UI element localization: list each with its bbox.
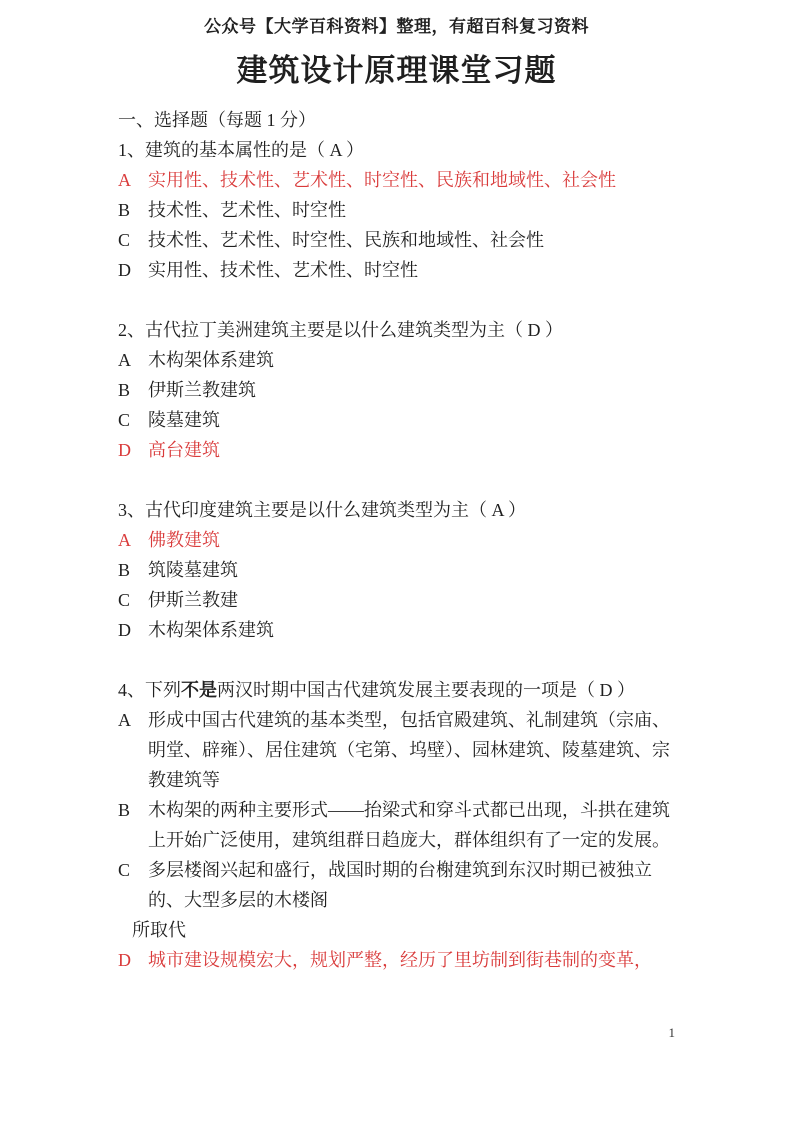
option-row	[118, 705, 675, 795]
option-row	[118, 435, 675, 465]
option-row	[118, 165, 675, 195]
option-row	[118, 345, 675, 375]
option-letter: C	[118, 860, 131, 880]
option-letter: D	[118, 260, 131, 280]
section-heading: 一、选择题（每题 1 分）	[118, 110, 316, 130]
question-2	[118, 315, 675, 465]
option-text: 形成中国古代建筑的基本类型，包括官殿建筑、礼制建筑（宗庙、明堂、辟雍）、居住建筑（宅第、坞壁）、园林建筑、陵墓建筑、宗教建筑等	[148, 710, 670, 790]
question-text: 4、下列不是两汉时期中国古代建筑发展主要表现的一项是（ D ）	[118, 680, 635, 700]
option-row	[118, 255, 675, 285]
option-continuation: 所取代	[132, 920, 186, 940]
question-1	[118, 135, 675, 285]
option-row	[118, 615, 675, 645]
option-row	[118, 585, 675, 615]
option-letter: C	[118, 590, 131, 610]
option-row	[118, 855, 675, 915]
content-area	[118, 105, 675, 975]
page-number: 1	[668, 1025, 675, 1040]
option-letter: A	[118, 170, 131, 190]
option-row	[118, 525, 675, 555]
option-letter: A	[118, 710, 131, 730]
option-row	[118, 375, 675, 405]
question-text: 3、古代印度建筑主要是以什么建筑类型为主（ A ）	[118, 500, 527, 520]
option-row	[118, 405, 675, 435]
option-letter: D	[118, 950, 131, 970]
question-4	[118, 675, 675, 975]
option-row	[118, 945, 675, 975]
option-letter: A	[118, 530, 131, 550]
question-text: 2、古代拉丁美洲建筑主要是以什么建筑类型为主（ D ）	[118, 320, 563, 340]
option-letter: C	[118, 410, 131, 430]
option-row	[118, 555, 675, 585]
page-header: 公众号【大学百科资料】整理，有超百科复习资料	[204, 17, 589, 36]
option-letter: C	[118, 230, 131, 250]
option-text: 多层楼阁兴起和盛行，战国时期的台榭建筑到东汉时期已被独立的、大型多层的木楼阁	[148, 860, 652, 910]
option-text: 实用性、技术性、艺术性、时空性、民族和地域性、社会性	[148, 170, 616, 190]
option-letter: D	[118, 440, 131, 460]
option-text: 陵墓建筑	[148, 410, 220, 430]
option-text: 实用性、技术性、艺术性、时空性	[148, 260, 418, 280]
question-text: 1、建筑的基本属性的是（ A ）	[118, 140, 365, 160]
option-text: 伊斯兰教建筑	[148, 380, 256, 400]
option-letter: B	[118, 800, 131, 820]
option-letter: B	[118, 560, 131, 580]
option-text: 木构架的两种主要形式——抬梁式和穿斗式都已出现，斗拱在建筑上开始广泛使用，建筑组群日趋庞大，群体组织有了一定的发展。	[148, 800, 670, 850]
option-row	[118, 195, 675, 225]
emphasis-bold: 不是	[181, 680, 217, 700]
option-letter: D	[118, 620, 131, 640]
question-3	[118, 495, 675, 645]
question-number: 2、	[118, 320, 145, 340]
option-letter: B	[118, 200, 131, 220]
option-text: 城市建设规模宏大，规划严整，经历了里坊制到街巷制的变革，	[148, 950, 652, 970]
option-text: 伊斯兰教建	[148, 590, 238, 610]
option-text: 技术性、艺术性、时空性、民族和地域性、社会性	[148, 230, 544, 250]
option-text: 佛教建筑	[148, 530, 220, 550]
option-text: 木构架体系建筑	[148, 350, 274, 370]
question-number: 4、	[118, 680, 145, 700]
question-number: 1、	[118, 140, 145, 160]
option-text: 高台建筑	[148, 440, 220, 460]
option-text: 技术性、艺术性、时空性	[148, 200, 346, 220]
option-letter: A	[118, 350, 131, 370]
option-text: 筑陵墓建筑	[148, 560, 238, 580]
option-row	[118, 225, 675, 255]
document-title: 建筑设计原理课堂习题	[236, 53, 557, 88]
option-letter: B	[118, 380, 131, 400]
option-row	[118, 795, 675, 855]
question-number: 3、	[118, 500, 145, 520]
option-text: 木构架体系建筑	[148, 620, 274, 640]
